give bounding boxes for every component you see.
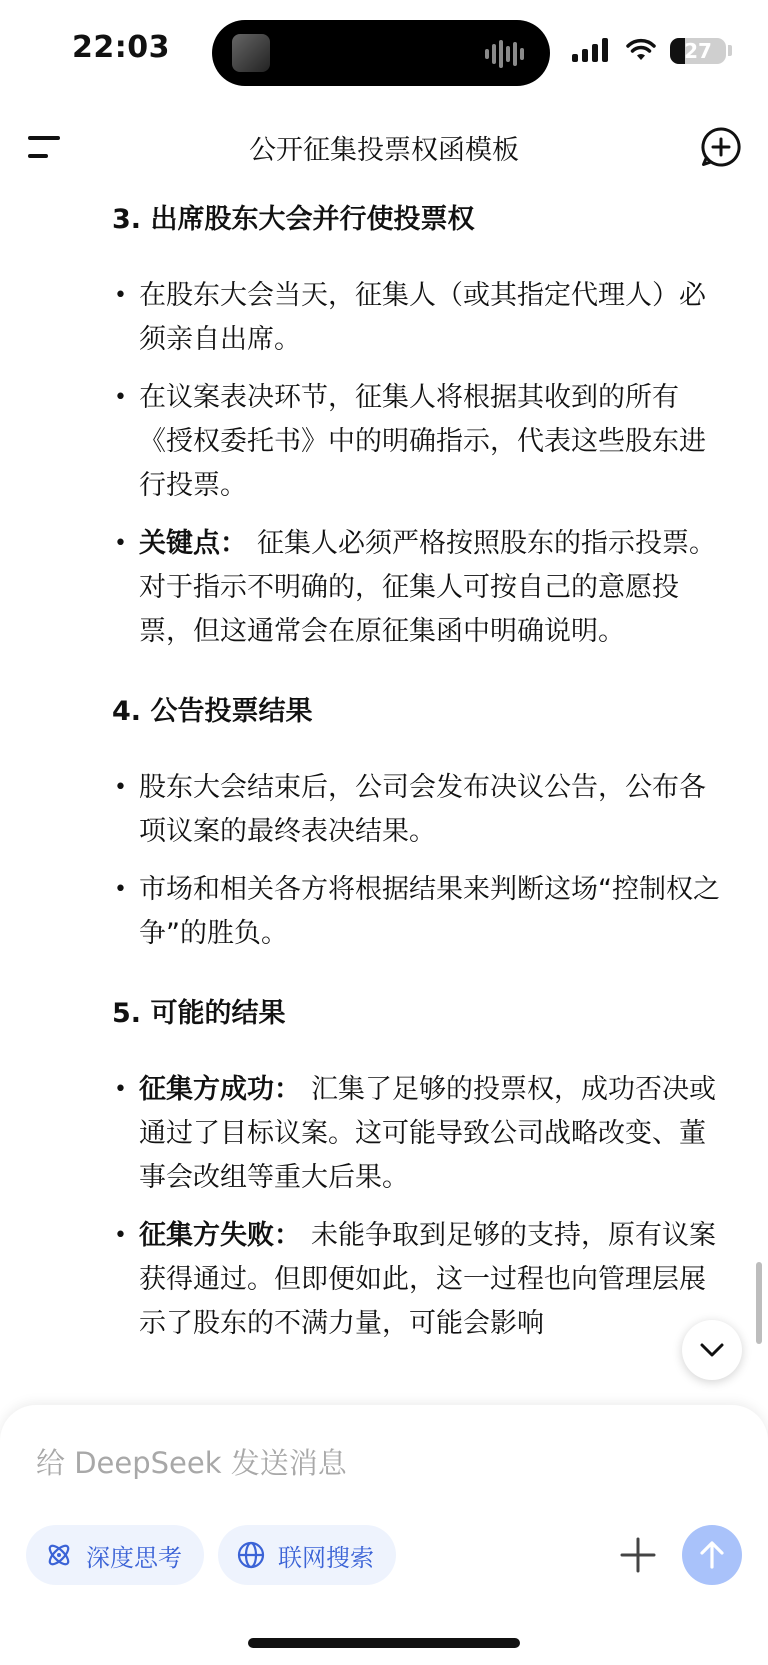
bullet-label: 征集方失败：: [139, 1220, 301, 1251]
globe-icon: [236, 1540, 266, 1570]
battery-percent: 27: [684, 39, 712, 63]
deep-think-toggle[interactable]: [26, 1525, 204, 1585]
bullet-item: [112, 376, 732, 508]
atom-icon: [44, 1540, 74, 1570]
section-heading: 5. 可能的结果: [112, 998, 286, 1029]
bullet-text: 在议案表决环节，征集人将根据其收到的所有《授权委托书》中的明确指示，代表这些股东进行投票。: [139, 382, 706, 501]
send-button[interactable]: [682, 1525, 742, 1585]
web-search-label: 联网搜索: [278, 1543, 374, 1572]
bullet-label: 关键点：: [139, 528, 247, 559]
dynamic-island: [212, 20, 550, 86]
battery-cap: [728, 45, 732, 56]
bullet-item: [112, 1068, 732, 1200]
bullet-item: [112, 868, 732, 956]
web-search-toggle[interactable]: [218, 1525, 396, 1585]
bullet-text: 征集人必须严格按照股东的指示投票。对于指示不明确的，征集人可按自己的意愿投票，但这通常会在原征集函中明确说明。: [139, 528, 716, 647]
wifi-icon: [626, 38, 656, 62]
message-content: [112, 196, 732, 1396]
bullet-text: 在股东大会当天，征集人（或其指定代理人）必须亲自出席。: [139, 280, 706, 355]
bullet-item: [112, 1214, 732, 1346]
bullet-label: 征集方成功：: [139, 1074, 301, 1105]
audio-waveform-icon: [485, 40, 524, 68]
attach-plus-icon[interactable]: [616, 1533, 660, 1577]
new-chat-icon[interactable]: [700, 126, 742, 168]
message-input[interactable]: [36, 1441, 636, 1485]
status-time: 22:03: [72, 30, 170, 65]
section-spacer: [112, 970, 732, 990]
bullet-text: 未能争取到足够的支持，原有议案获得通过。但即便如此，这一过程也向管理层展示了股东的不满力量，可能会影响: [139, 1220, 716, 1339]
bullet-text: 汇集了足够的投票权，成功否决或通过了目标议案。这可能导致公司战略改变、董事会改组等重大后果。: [139, 1074, 716, 1193]
bullet-text: 股东大会结束后，公司会发布决议公告，公布各项议案的最终表决结果。: [139, 772, 706, 847]
message-composer: [0, 1405, 768, 1665]
chat-header: [0, 110, 768, 182]
bullet-item: [112, 766, 732, 854]
section-heading: 4. 公告投票结果: [112, 696, 313, 727]
section-heading: 3. 出席股东大会并行使投票权: [112, 204, 475, 235]
page-title: 公开征集投票权函模板: [249, 135, 519, 166]
cellular-signal-icon: [572, 38, 608, 62]
status-bar: [0, 0, 768, 100]
section-spacer: [112, 1360, 732, 1380]
scrollbar[interactable]: [756, 1262, 762, 1344]
bullet-text: 市场和相关各方将根据结果来判断这场“控制权之争”的胜负。: [139, 874, 720, 949]
bullet-item: [112, 274, 732, 362]
now-playing-artwork: [232, 34, 270, 72]
home-indicator: [248, 1638, 520, 1648]
arrow-up-icon: [698, 1540, 726, 1570]
scroll-to-bottom-button[interactable]: [682, 1320, 742, 1380]
bullet-item: [112, 522, 732, 654]
deep-think-label: 深度思考: [86, 1543, 182, 1572]
section-spacer: [112, 668, 732, 688]
battery-icon: [670, 38, 726, 64]
chevron-down-icon: [699, 1342, 725, 1358]
